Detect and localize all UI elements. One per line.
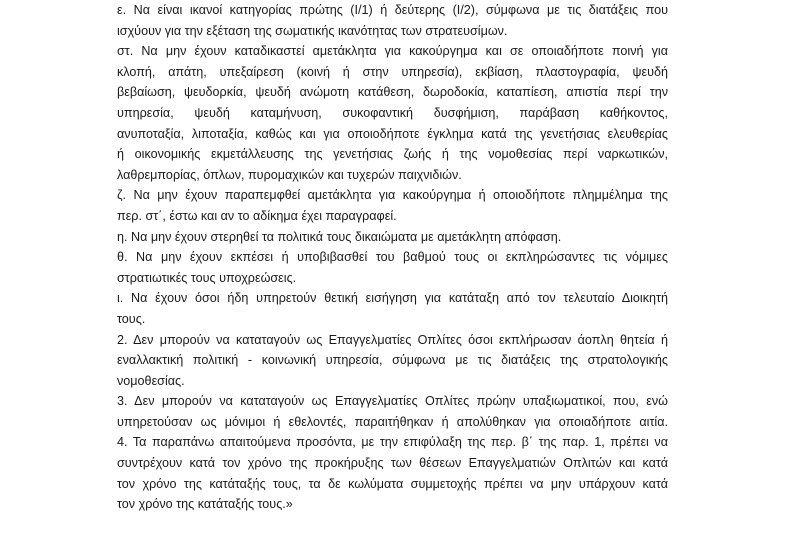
document-line: ε. Να είναι ικανοί κατηγορίας πρώτης (Ι/1) ή δεύτερης (Ι/2), σύμφωνα με τις διατάξεις που <box>117 3 668 17</box>
document-line: περ. στ΄, έστω και αν το αδίκημα έχει παραγραφεί. <box>117 208 397 223</box>
document-line: τους. <box>117 311 146 326</box>
document-line: 4. Τα παραπάνω απαιτούμενα προσόντα, με την επιφύλαξη της περ. β΄ της παρ. 1, πρέπει να <box>117 435 668 450</box>
document-line: κλοπή, απάτη, υπεξαίρεση (κοινή ή στην υπηρεσία), εκβίαση, πλαστογραφία, ψευδή <box>117 64 668 79</box>
document-line: υπηρεσία, ψευδή καταμήνυση, συκοφαντική δυσφήμιση, παράβαση καθήκοντος, <box>117 105 668 120</box>
document-line: υπηρετούσαν ως μόνιμοι ή εθελοντές, παραιτήθηκαν ή απολύθηκαν για οποιαδήποτε αιτία. <box>117 414 668 429</box>
document-line: στ. Να μην έχουν καταδικαστεί αμετάκλητα για κακούργημα και σε οποιαδήποτε ποινή για <box>117 44 668 59</box>
document-line: η. Να μην έχουν στερηθεί τα πολιτικά τους δικαιώματα με αμετάκλητη απόφαση. <box>117 229 562 244</box>
document-page <box>117 0 668 515</box>
document-line: ισχύουν για την εξέταση της σωματικής ικανότητας των στρατευσίμων. <box>117 23 508 38</box>
document-line: ζ. Να μην έχουν παραπεμφθεί αμετάκλητα για κακούργημα ή οποιοδήποτε πλημμέλημα της <box>117 188 668 203</box>
document-line: 2. Δεν μπορούν να καταταγούν ως Επαγγελματίες Οπλίτες όσοι εκπλήρωσαν άοπλη θητεία ή <box>117 332 668 347</box>
document-line: θ. Να μην έχουν εκπέσει ή υποβιβασθεί του βαθμού τους οι εκπληρώσαντες τις νόμιμες <box>117 250 668 265</box>
document-line: νομοθεσίας. <box>117 373 185 388</box>
document-line: ανυποταξία, λιποταξία, καθώς και για οποιοδήποτε έγκλημα κατά της γενετήσιας ελευθερίας <box>117 126 668 141</box>
document-line: βεβαίωση, ψευδορκία, ψευδή ανώμοτη κατάθεση, δωροδοκία, καταπίεση, απιστία περί την <box>117 85 668 100</box>
document-line: εναλλακτική πολιτική - κοινωνική υπηρεσία, σύμφωνα με τις διατάξεις της στρατολογικής <box>117 353 668 368</box>
document-line: ή οικονομικής εκμετάλλευσης της γενετήσιας ζωής ή της νομοθεσίας περί ναρκωτικών, <box>117 147 668 162</box>
document-line: ι. Να έχουν όσοι ήδη υπηρετούν θετική εισήγηση για κατάταξη από τον τελευταίο Διοικητή <box>117 291 668 306</box>
document-line: τον χρόνο της κατάταξής τους, τα δε κωλύματα συμμετοχής πρέπει να μην υπάρχουν κατά <box>117 476 668 491</box>
document-line: τον χρόνο της κατάταξής τους.» <box>117 497 293 512</box>
document-line: συντρέχουν κατά τον χρόνο της προκήρυξης των θέσεων Επαγγελματιών Οπλιτών και κατά <box>117 456 668 471</box>
document-line: 3. Δεν μπορούν να καταταγούν ως Επαγγελματίες Οπλίτες πρώην υπαξιωματικοί, που, ενώ <box>117 394 668 409</box>
document-line: στρατιωτικές τους υποχρεώσεις. <box>117 270 297 285</box>
document-line: λαθρεμπορίας, όπλων, πυρομαχικών και τυχερών παιχνιδιών. <box>117 167 462 182</box>
